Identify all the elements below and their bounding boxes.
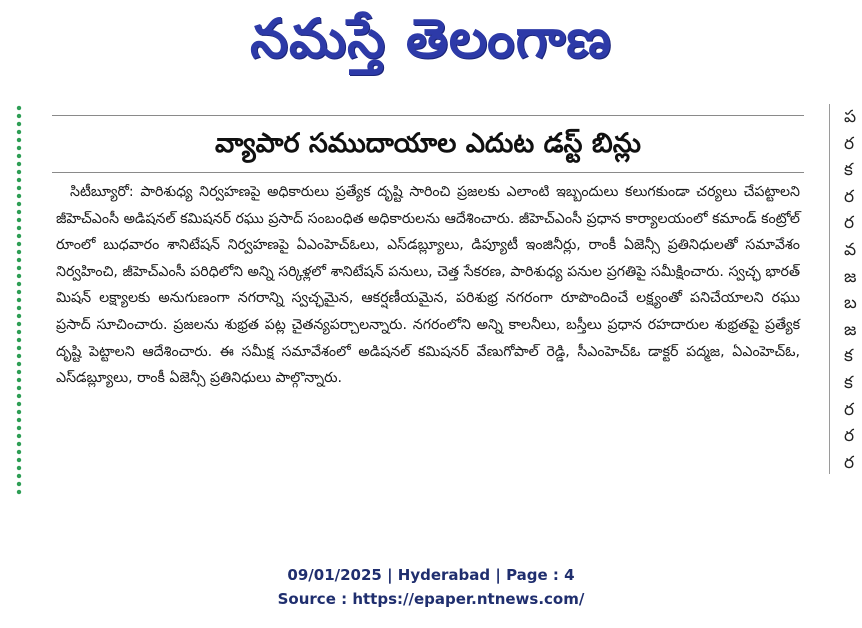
column-rule: [829, 104, 830, 474]
adjacent-fragment: క: [844, 346, 853, 367]
adjacent-fragment: ర: [844, 133, 855, 154]
publication-info: 09/01/2025 | Hyderabad | Page : 4: [287, 566, 575, 584]
adjacent-fragment: ర: [844, 399, 855, 420]
adjacent-fragment: ర: [844, 186, 855, 207]
article-top-rule: [52, 115, 804, 116]
article: [52, 115, 804, 392]
adjacent-fragment: వ: [844, 239, 857, 260]
adjacent-fragment: ప: [844, 107, 857, 127]
adjacent-fragment: క: [844, 160, 853, 181]
adjacent-fragment: ర: [844, 426, 855, 447]
adjacent-fragment: జ: [844, 319, 857, 340]
newspaper-logo: నమస్తే తెలంగాణ: [250, 7, 612, 70]
dotted-column-divider: [16, 104, 22, 496]
article-body-text: పారిశుధ్య నిర్వహణపై అధికారులు ప్రత్యేక దృష్టి సారించి ప్రజలకు ఎలాంటి ఇబ్బందులు కలుగకుండా చర్యలు చేపట్టాలని జీహెచ్ఎంసీ అడిషనల్ కమిషనర్ రఘు ప్రసాద్ సంబంధిత అధికారులను ఆదేశించారు. జీహెచ్ఎంసీ ప్రధాన కార్యాలయంలో కమాండ్ కంట్రోల్ రూంలో బుధవారం శానిటేషన్ నిర్వహణపై ఏఎంహెచ్ఓలు, ఎస్‌డబ్ల్యూలు, డిప్యూటీ ఇంజినీర్లు, రాంకీ ఏజెన్సీ ప్రతినిధులతో సమావేశం నిర్వహించి, జీహెచ్ఎంసీ పరిధిలోని అన్ని సర్కిళ్లలో శానిటేషన్ పనులు, చెత్త సేకరణ, పారిశుధ్య పనుల ప్రగతిపై సమీక్షించారు. స్వచ్ఛ భారత్ మిషన్ లక్ష్యాలకు అనుగుణంగా నగరాన్ని స్వచ్ఛమైన, ఆకర్షణీయమైన, పరిశుభ్ర నగరంగా రూపొందించే లక్ష్యంతో పనిచేయాలని రఘు ప్రసాద్ సూచించారు. ప్రజలను శుభ్రత పట్ల చైతన్యపర్చాలన్నారు. నగరంలోని అన్ని కాలనీలు, బస్తీలు ప్రధాన రహదారుల శుభ్రతపై ప్రత్యేక దృష్టి పెట్టాలని ఆదేశించారు. ఈ సమీక్ష సమావేశంలో అడిషనల్ కమిషనర్ వేణుగోపాల్ రెడ్డి, సీఎంహెచ్ఓ డాక్టర్ పద్మజ, ఏఎంహెచ్ఓ, ఎస్‌డబ్ల్యూలు, రాంకీ ఏజెన్సీ ప్రతినిధులు పాల్గొన్నారు.: [56, 184, 800, 387]
article-body: [52, 179, 804, 392]
headline-rule: [52, 172, 804, 173]
source-link[interactable]: Source : https://epaper.ntnews.com/: [277, 590, 585, 608]
adjacent-fragment: జ: [844, 266, 857, 287]
adjacent-fragment: క: [844, 372, 853, 393]
article-headline: వ్యాపార సముదాయాల ఎదుట డస్ట్ బిన్లు: [214, 128, 642, 159]
adjacent-fragment: బ: [844, 293, 857, 314]
adjacent-column-fragment: [844, 104, 862, 474]
adjacent-fragment: ర: [844, 452, 855, 473]
adjacent-fragment: ర: [844, 213, 855, 234]
article-dateline: సిటీబ్యూరో:: [70, 184, 134, 200]
masthead: [0, 0, 862, 80]
